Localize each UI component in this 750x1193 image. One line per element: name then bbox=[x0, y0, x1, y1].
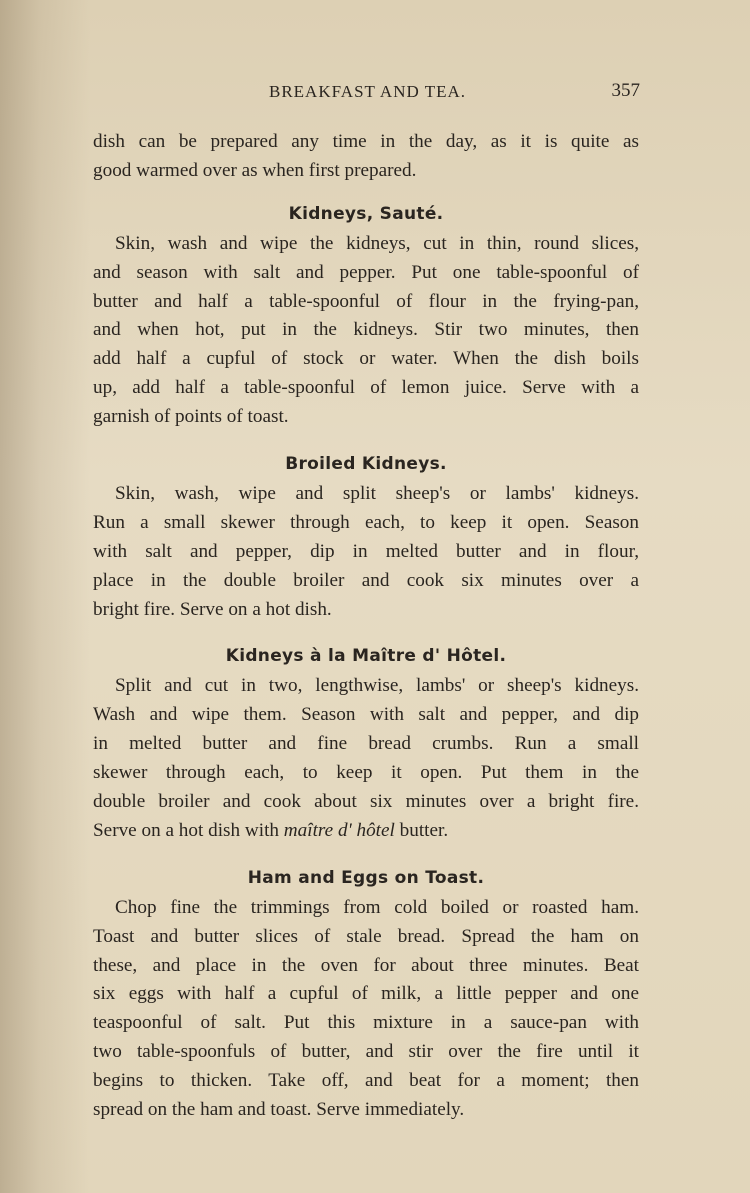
text-line: garnish of points of toast. bbox=[93, 406, 289, 428]
text-line: butter and half a table-spoonful of flour in the frying-pan, bbox=[93, 290, 639, 312]
text-line: up, add half a table-spoonful of lemon juice. Serve with a bbox=[93, 377, 639, 399]
text-line: Split and cut in two, lengthwise, lambs' or sheep's kidneys. bbox=[115, 675, 639, 697]
text-line: Wash and wipe them. Season with salt and pepper, and dip bbox=[93, 704, 639, 726]
text-line: bright fire. Serve on a hot dish. bbox=[93, 598, 332, 620]
italic-term: maître d' hôtel bbox=[283, 819, 395, 841]
running-title: BREAKFAST AND TEA. bbox=[269, 82, 466, 101]
text-line: with salt and pepper, dip in melted butter and in flour, bbox=[93, 540, 639, 562]
recipe-title-kidneys-maitre-d-hotel: Kidneys à la Maître d' Hôtel. bbox=[225, 646, 507, 667]
text-line: good warmed over as when first prepared. bbox=[93, 159, 417, 181]
text-line: add half a cupful of stock or water. When the dish boils bbox=[93, 348, 639, 370]
text-line: Skin, wash and wipe the kidneys, cut in thin, round slices, bbox=[115, 232, 639, 254]
recipe-paragraph bbox=[93, 672, 639, 845]
text-line: Toast and butter slices of stale bread. Spread the ham on bbox=[93, 925, 639, 947]
text-line: double broiler and cook about six minutes over a bright fire. bbox=[93, 791, 639, 813]
text-segment: Serve on a hot dish with bbox=[93, 819, 284, 841]
intro-paragraph bbox=[93, 128, 639, 186]
text-line: six eggs with half a cupful of milk, a little pepper and one bbox=[93, 983, 639, 1005]
text-line bbox=[93, 817, 639, 846]
page-number: 357 bbox=[611, 80, 640, 101]
text-segment: butter. bbox=[394, 819, 449, 841]
recipe-title-broiled-kidneys: Broiled Kidneys. bbox=[285, 454, 447, 475]
text-line: and season with salt and pepper. Put one table-spoonful of bbox=[93, 261, 639, 283]
text-line: these, and place in the oven for about three minutes. Beat bbox=[93, 954, 639, 976]
recipe-paragraph bbox=[93, 480, 639, 624]
text-line: Skin, wash, wipe and split sheep's or lambs' kidneys. bbox=[115, 483, 639, 505]
text-line: two table-spoonfuls of butter, and stir over the fire until it bbox=[93, 1041, 639, 1063]
recipe-title-ham-and-eggs-on-toast: Ham and Eggs on Toast. bbox=[247, 867, 485, 888]
page-body bbox=[93, 128, 639, 1125]
running-header bbox=[95, 78, 640, 108]
text-line: spread on the ham and toast. Serve immediately. bbox=[93, 1099, 465, 1121]
text-line: begins to thicken. Take off, and beat for a moment; then bbox=[93, 1070, 639, 1092]
text-line: Chop fine the trimmings from cold boiled or roasted ham. bbox=[115, 896, 639, 918]
text-line: Run a small skewer through each, to keep it open. Season bbox=[93, 511, 639, 533]
text-line: skewer through each, to keep it open. Put them in the bbox=[93, 762, 639, 784]
recipe-paragraph bbox=[93, 894, 639, 1125]
text-line: and when hot, put in the kidneys. Stir two minutes, then bbox=[93, 319, 639, 341]
recipe-title-kidneys-saute: Kidneys, Sauté. bbox=[288, 203, 444, 224]
text-line: place in the double broiler and cook six minutes over a bbox=[93, 569, 639, 591]
text-line: teaspoonful of salt. Put this mixture in a sauce-pan with bbox=[93, 1012, 639, 1034]
recipe-paragraph bbox=[93, 230, 639, 432]
text-line: dish can be prepared any time in the day, as it is quite as bbox=[93, 131, 639, 152]
text-line: in melted butter and fine bread crumbs. Run a small bbox=[93, 733, 639, 755]
